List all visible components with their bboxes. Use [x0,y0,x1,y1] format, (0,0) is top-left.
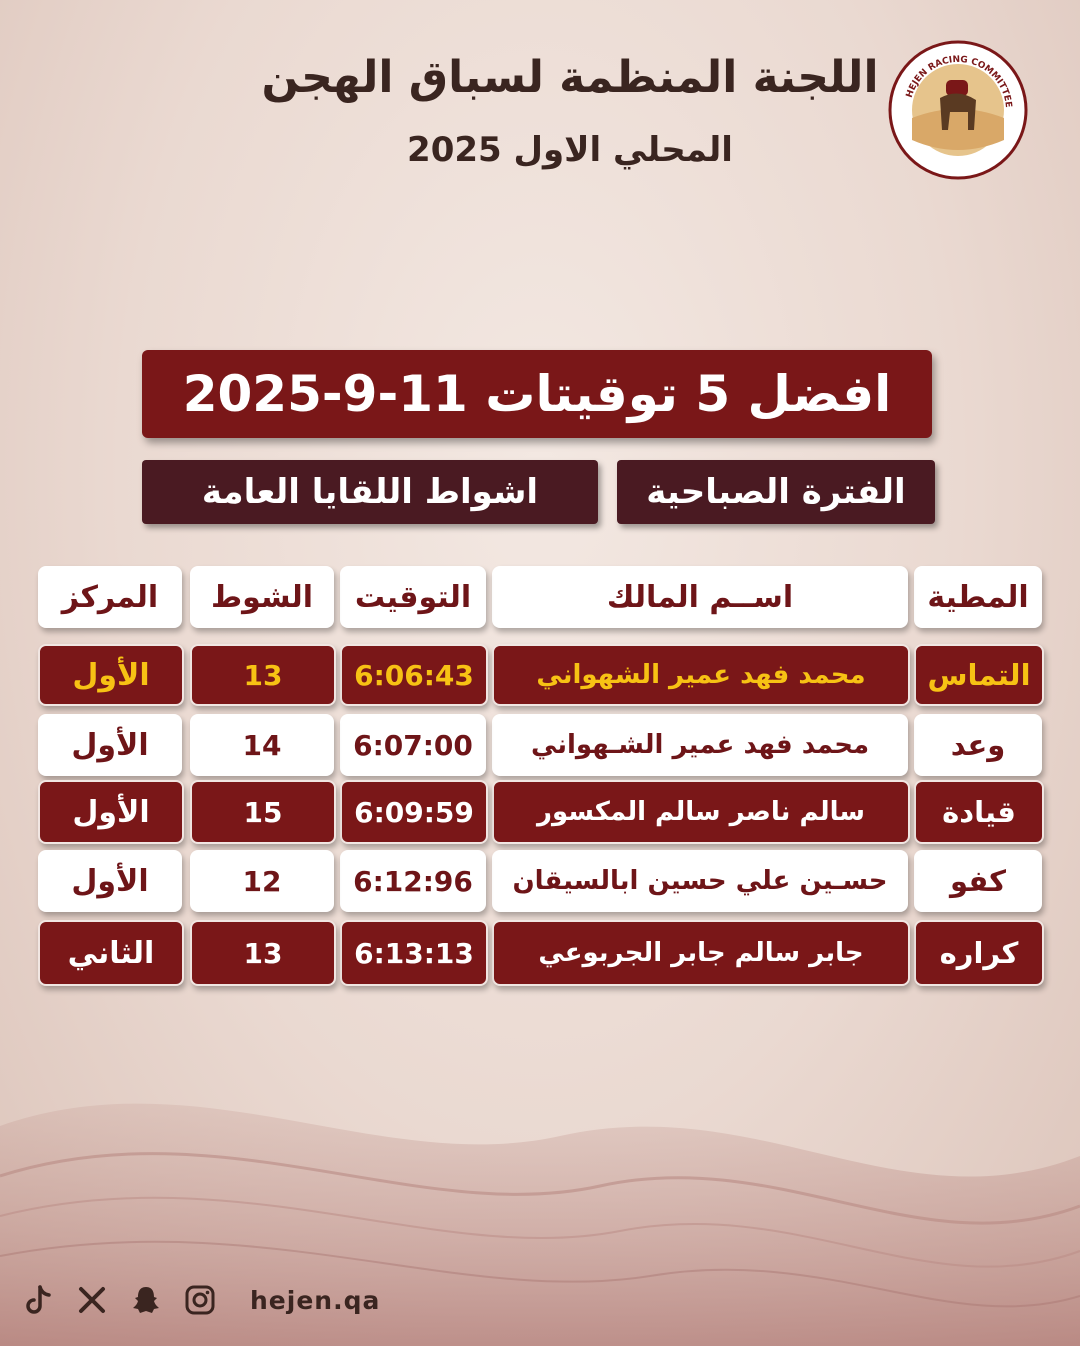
x-icon[interactable] [74,1282,110,1318]
header-place: المركز [38,566,182,628]
row5-round: 13 [190,920,336,986]
row3-place: الأول [38,780,184,844]
instagram-icon[interactable] [182,1282,218,1318]
row2-round: 14 [190,714,334,776]
row1-mount: التماس [914,644,1044,706]
header-time: التوقيت [340,566,486,628]
row5-owner: جابر سالم جابر الجربوعي [492,920,910,986]
row1-place: الأول [38,644,184,706]
row2-mount: وعد [914,714,1042,776]
row4-place: الأول [38,850,182,912]
row3-time: 6:09:59 [340,780,488,844]
row3-round: 15 [190,780,336,844]
row2-time: 6:07:00 [340,714,486,776]
row5-time: 6:13:13 [340,920,488,986]
row4-owner: حسـين علي حسين ابالسيقان [492,850,908,912]
row2-owner: محمد فهد عمير الشـهواني [492,714,908,776]
snapchat-icon[interactable] [128,1282,164,1318]
header-subtitle: المحلي الاول 2025 [407,130,733,170]
row5-place: الثاني [38,920,184,986]
row4-mount: كفو [914,850,1042,912]
footer-handle[interactable]: hejen.qa [250,1285,381,1315]
social-footer [20,1272,380,1328]
category-tag: اشواط اللقايا العامة [142,460,598,524]
row5-mount: كراره [914,920,1044,986]
tiktok-icon[interactable] [20,1282,56,1318]
row1-owner: محمد فهد عمير الشهواني [492,644,910,706]
results-banner: افضل 5 توقيتات 11-9-2025 [142,350,932,438]
period-tag: الفترة الصباحية [617,460,935,524]
header-round: الشوط [190,566,334,628]
header-title: اللجنة المنظمة لسباق الهجن [261,52,879,103]
row3-owner: سالم ناصر سالم المكسور [492,780,910,844]
row3-mount: قيادة [914,780,1044,844]
header-mount: المطية [914,566,1042,628]
row4-round: 12 [190,850,334,912]
row1-time: 6:06:43 [340,644,488,706]
committee-logo [888,40,1028,180]
logo-text: HEJEN RACING COMMITTEE [904,54,1014,109]
header-owner: اســم المالك [492,566,908,628]
row1-round: 13 [190,644,336,706]
row2-place: الأول [38,714,182,776]
row4-time: 6:12:96 [340,850,486,912]
